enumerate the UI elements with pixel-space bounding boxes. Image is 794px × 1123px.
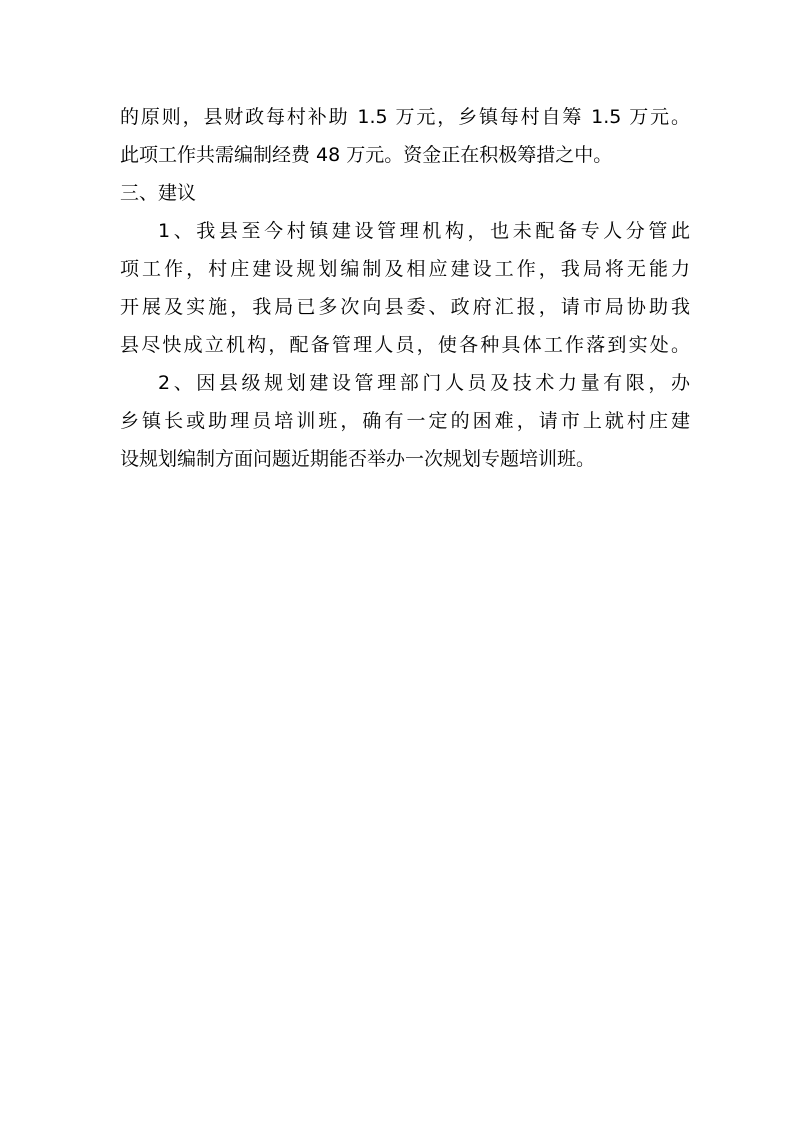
paragraph-line: 县尽快成立机构，配备管理人员，使各种具体工作落到实处。 xyxy=(120,334,690,356)
paragraph-line: 的原则，县财政每村补助 1.5 万元，乡镇每村自筹 1.5 万元。 xyxy=(120,106,690,128)
paragraph-line: 开展及实施，我局已多次向县委、政府汇报，请市局协助我 xyxy=(120,296,690,318)
paragraph-line: 2、因县级规划建设管理部门人员及技术力量有限，办 xyxy=(158,372,690,394)
section-heading: 三、建议 xyxy=(120,182,197,204)
paragraph-line: 项工作，村庄建设规划编制及相应建设工作，我局将无能力 xyxy=(120,258,690,280)
paragraph-line: 设规划编制方面问题近期能否举办一次规划专题培训班。 xyxy=(120,448,596,470)
body-text xyxy=(120,98,690,478)
paragraph-line: 此项工作共需编制经费 48 万元。资金正在积极筹措之中。 xyxy=(120,144,613,166)
paragraph-line: 1、我县至今村镇建设管理机构，也未配备专人分管此 xyxy=(158,220,690,242)
paragraph-line: 乡镇长或助理员培训班，确有一定的困难，请市上就村庄建 xyxy=(120,410,690,432)
